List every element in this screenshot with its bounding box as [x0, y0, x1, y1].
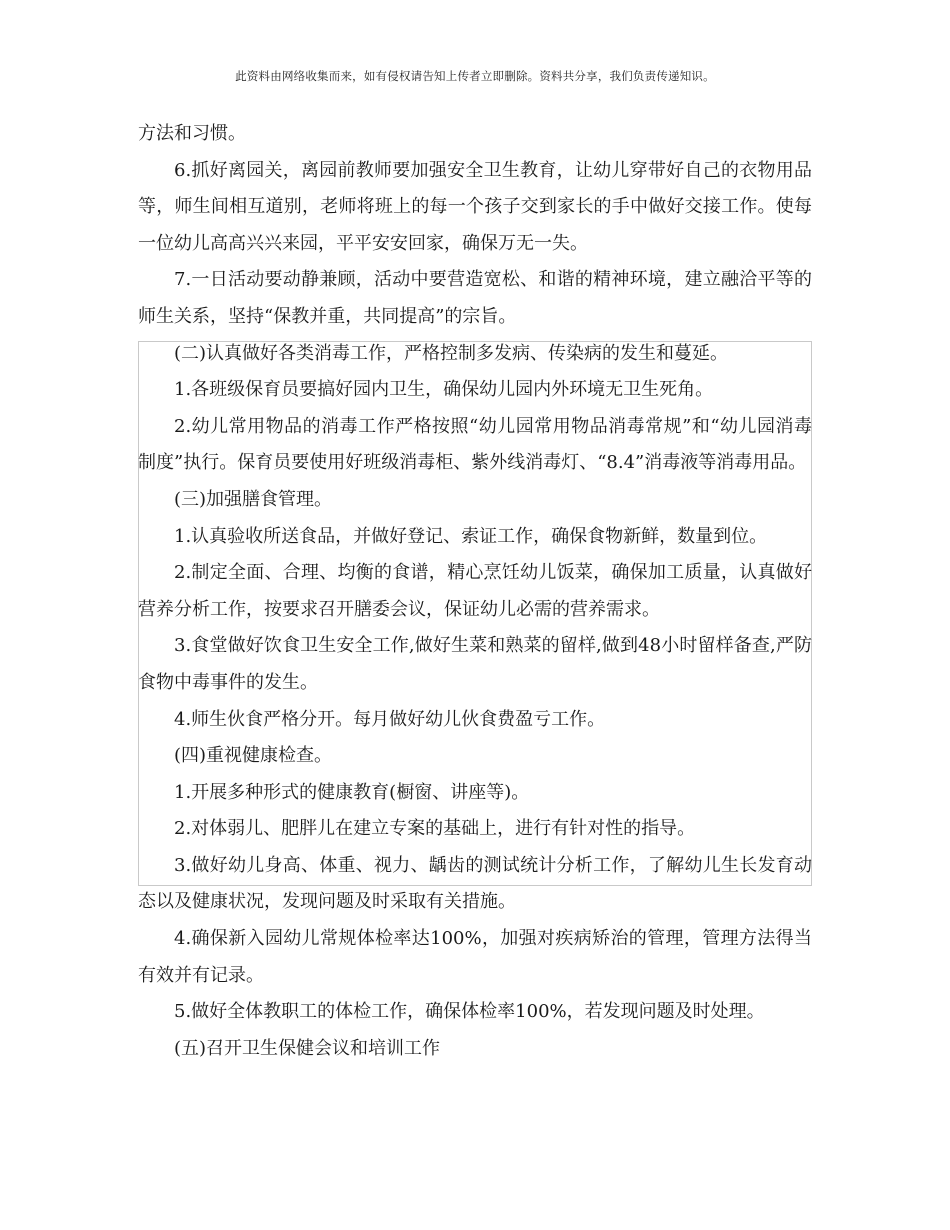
paragraph: 3.食堂做好饮食卫生安全工作,做好生菜和熟菜的留样,做到48小时留样备查,严防食物中毒事件的发生。 — [138, 635, 812, 693]
section-heading: (三)加强膳食管理。 — [174, 488, 333, 510]
paragraph: 7.一日活动要动静兼顾，活动中要营造宽松、和谐的精神环境，建立融洽平等的师生关系，坚持“保教并重，共同提高”的宗旨。 — [138, 269, 812, 327]
paragraph: 2.制定全面、合理、均衡的食谱，精心烹饪幼儿饭菜，确保加工质量，认真做好营养分析工作，按要求召开膳委会议，保证幼儿必需的营养需求。 — [138, 562, 812, 620]
section-heading: (四)重视健康检查。 — [174, 745, 333, 767]
document-body — [138, 116, 812, 1067]
paragraph: 4.师生伙食严格分开。每月做好幼儿伙食费盈亏工作。 — [174, 708, 606, 730]
paragraph: 方法和习惯。 — [138, 123, 246, 144]
paragraph: 5.做好全体教职工的体检工作，确保体检率100%，若发现问题及时处理。 — [174, 1001, 765, 1023]
paragraph: 1.各班级保育员要搞好园内卫生，确保幼儿园内外环境无卫生死角。 — [174, 379, 714, 401]
paragraph: 4.确保新入园幼儿常规体检率达100%，加强对疾病矫治的管理，管理方法得当有效并有记录。 — [138, 928, 812, 986]
section-heading: (五)召开卫生保健会议和培训工作 — [174, 1037, 441, 1059]
paragraph: 1.认真验收所送食品，并做好登记、索证工作，确保食物新鲜，数量到位。 — [174, 525, 768, 547]
paragraph: 6.抓好离园关，离园前教师要加强安全卫生教育，让幼儿穿带好自己的衣物用品等，师生间相互道别，老师将班上的每一个孩子交到家长的手中做好交接工作。使每一位幼儿高高兴兴来园，平平安安回家，确保万无一失。 — [138, 159, 812, 254]
paragraph: 2.幼儿常用物品的消毒工作严格按照“幼儿园常用物品消毒常规”和“幼儿园消毒制度”执行。保育员要使用好班级消毒柜、紫外线消毒灯、“8.4”消毒液等消毒用品。 — [138, 415, 812, 474]
section-heading: (二)认真做好各类消毒工作，严格控制多发病、传染病的发生和蔓延。 — [174, 342, 729, 364]
paragraph: 3.做好幼儿身高、体重、视力、龋齿的测试统计分析工作，了解幼儿生长发育动态以及健康状况，发现问题及时采取有关措施。 — [138, 854, 812, 913]
header-notice: 此资料由网络收集而来，如有侵权请告知上传者立即删除。资料共分享，我们负责传递知识。 — [235, 69, 715, 83]
paragraph: 2.对体弱儿、肥胖儿在建立专案的基础上，进行有针对性的指导。 — [174, 818, 696, 840]
paragraph: 1.开展多种形式的健康教育(橱窗、讲座等)。 — [174, 781, 530, 803]
